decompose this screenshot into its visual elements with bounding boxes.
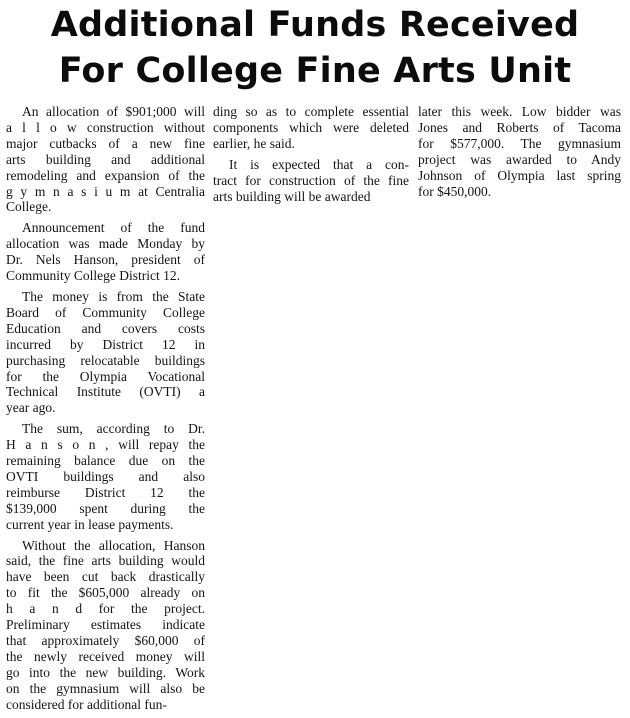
article-column-1 (6, 104, 205, 718)
article-text-line: incurred by District 12 in (6, 336, 205, 352)
article-paragraph (6, 220, 205, 284)
article-text-line: the newly received money will (6, 648, 205, 664)
article-text-line: It is expected that a con- (229, 156, 409, 172)
article-text-line: Without the allocation, Hanson (22, 537, 205, 553)
article-text-line: for $450,000. (418, 183, 492, 199)
article-column-2 (213, 104, 409, 209)
headline-line-2: For College Fine Arts Unit (58, 51, 572, 91)
headline (0, 2, 630, 94)
article-text-line: major cutbacks of a new fine (6, 135, 205, 151)
article-text-line: project was awarded to Andy (418, 151, 621, 167)
article-text-line: that approximately $60,000 of (6, 633, 205, 648)
article-paragraph (6, 538, 205, 713)
article-text-line: OVTI buildings and also (6, 468, 205, 484)
article-paragraph (213, 157, 409, 205)
article-text-line: for $577,000. The gymnasium (418, 135, 621, 151)
article-text-line: An allocation of $901;000 will (22, 104, 205, 119)
article-text-line: reimburse District 12 the (6, 484, 205, 500)
article-text-line: Johnson of Olympia last spring (418, 167, 621, 183)
article-text-line: Announcement of the fund (22, 220, 205, 236)
article-text-line: The money is from the State (22, 288, 205, 304)
article-paragraph (6, 421, 205, 532)
article-text-line: H a n s o n , will repay the (6, 437, 205, 453)
article-text-line: Technical Institute (OVTI) a (6, 384, 205, 400)
article-text-line: arts building will be awarded (213, 188, 371, 204)
article-text-line: components which were deleted (213, 119, 409, 135)
article-paragraph (6, 289, 205, 416)
article-text-line: on the gymnasium will also be (6, 680, 205, 696)
article-text-line: go into the new building. Work (6, 664, 205, 680)
article-text-line: for the Olympia Vocational (6, 368, 205, 384)
article-text-line: said, the fine arts building would (6, 553, 205, 569)
article-text-line: h a n d for the project. (6, 601, 205, 617)
article-text-line: ding so as to complete essential (213, 104, 409, 119)
article-text-line: current year in lease payments. (6, 516, 174, 532)
article-text-line: The sum, according to Dr. (22, 421, 205, 437)
article-paragraph (6, 104, 205, 215)
article-text-line: tract for construction of the fine (213, 172, 409, 188)
article-text-line: later this week. Low bidder was (418, 104, 621, 119)
article-text-line: have been cut back drastically (6, 569, 205, 585)
article-text-line: earlier, he said. (213, 135, 295, 151)
article-text-line: remaining balance due on the (6, 453, 205, 469)
article-text-line: $139,000 spent during the (6, 500, 205, 516)
article-text-line: allocation was made Monday by (6, 236, 205, 252)
article-text-line: Community College District 12. (6, 268, 180, 284)
article-text-line: g y m n a s i u m at Centralia (6, 183, 205, 199)
article-text-line: Board of Community College (6, 304, 205, 320)
article-text-line: a l l o w construction without (6, 119, 205, 135)
article-column-3 (418, 104, 621, 204)
article-text-line: Jones and Roberts of Tacoma (418, 119, 621, 135)
article-paragraph (418, 104, 621, 199)
article-text-line: year ago. (6, 400, 56, 416)
article-text-line: purchasing relocatable buildings (6, 352, 205, 368)
article-text-line: to fit the $605,000 already on (6, 585, 205, 601)
article-text-line: remodeling and expansion of the (6, 167, 205, 183)
article-paragraph (213, 104, 409, 152)
article-text-line: Education and covers costs (6, 320, 205, 336)
article-text-line: Dr. Nels Hanson, president of (6, 252, 205, 268)
article-text-line: arts building and additional (6, 151, 205, 167)
article-text-line: considered for additional fun- (6, 696, 167, 712)
article-text-line: Preliminary estimates indicate (6, 617, 205, 633)
article-text-line: College. (6, 199, 52, 215)
headline-line-1: Additional Funds Received (50, 5, 580, 45)
